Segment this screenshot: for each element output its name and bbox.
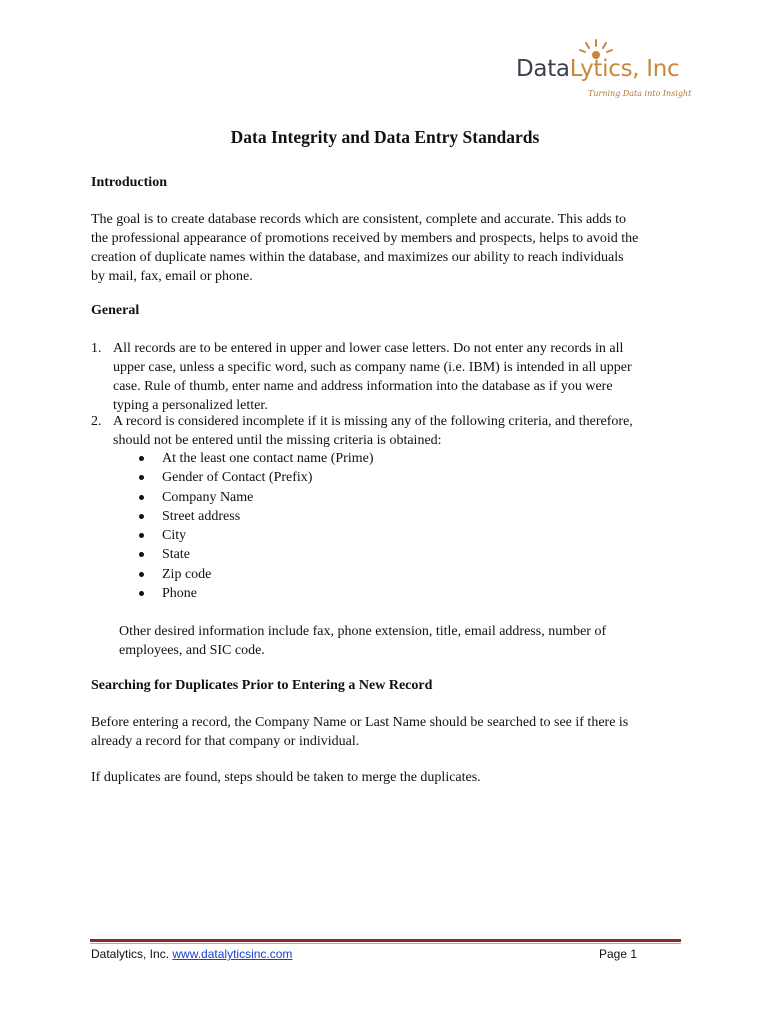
intro-line: by mail, fax, email or phone. <box>91 269 253 284</box>
other-line: Other desired information include fax, phone extension, title, email address, number of <box>119 624 607 639</box>
criteria-label: State <box>162 547 190 563</box>
logo-wordmark <box>516 56 679 82</box>
list-item <box>137 584 373 603</box>
list-item-number: 2. <box>91 414 102 429</box>
list-item <box>113 339 685 415</box>
list-item-line: A record is considered incomplete if it is missing any of the following criteria, and therefore, <box>113 414 633 429</box>
footer-website-link[interactable]: www.datalyticsinc.com <box>172 947 293 961</box>
duplicates-paragraph <box>91 713 691 751</box>
heading-duplicates: Searching for Duplicates Prior to Entering a New Record <box>91 678 433 693</box>
intro-line: the professional appearance of promotions received by members and prospects, helps to avoid the <box>91 231 639 246</box>
list-item <box>137 449 373 468</box>
introduction-paragraph <box>91 210 691 286</box>
list-item-number: 1. <box>91 341 102 356</box>
list-item <box>137 507 373 526</box>
list-item-line: upper case, unless a specific word, such as company name (i.e. IBM) is intended in all upper <box>113 360 632 375</box>
company-logo <box>512 46 692 102</box>
heading-general: General <box>91 303 140 318</box>
merge-paragraph: If duplicates are found, steps should be taken to merge the duplicates. <box>91 770 481 785</box>
logo-tagline: Turning Data into Insight <box>588 89 692 98</box>
bullet-icon <box>139 514 144 519</box>
other-line: employees, and SIC code. <box>119 643 265 658</box>
footer-divider <box>90 939 681 942</box>
footer-divider-thin <box>90 943 681 944</box>
logo-name-part1: Data <box>516 56 570 82</box>
criteria-label: Zip code <box>162 566 212 582</box>
criteria-label: Gender of Contact (Prefix) <box>162 470 313 486</box>
list-item <box>137 468 373 487</box>
bullet-icon <box>139 495 144 500</box>
list-item <box>137 565 373 584</box>
bullet-icon <box>139 456 144 461</box>
duplicates-line: Before entering a record, the Company Name or Last Name should be searched to see if there is <box>91 715 629 730</box>
list-item-line: should not be entered until the missing criteria is obtained: <box>113 433 442 448</box>
list-item <box>137 526 373 545</box>
logo-name-part2: Lytics, Inc <box>569 56 680 82</box>
bullet-icon <box>139 475 144 480</box>
list-item <box>137 545 373 564</box>
intro-line: creation of duplicate names within the database, and maximizes our ability to reach individuals <box>91 250 624 265</box>
intro-line: The goal is to create database records which are consistent, complete and accurate. This adds to <box>91 212 627 227</box>
document-title: Data Integrity and Data Entry Standards <box>230 127 540 147</box>
bullet-icon <box>139 591 144 596</box>
other-information-paragraph <box>119 622 679 660</box>
bullet-icon <box>139 572 144 577</box>
footer-company-name: Datalytics, Inc. <box>91 947 170 961</box>
footer-company <box>91 947 292 961</box>
footer-page-number: Page 1 <box>599 947 638 961</box>
list-item <box>113 412 685 450</box>
bullet-icon <box>139 533 144 538</box>
bullet-icon <box>139 552 144 557</box>
heading-introduction: Introduction <box>91 175 167 190</box>
criteria-label: City <box>162 528 187 544</box>
list-item-line: case. Rule of thumb, enter name and address information into the database as if you were <box>113 379 613 394</box>
required-criteria-list <box>137 449 373 603</box>
criteria-label: Phone <box>162 586 197 602</box>
criteria-label: Street address <box>162 508 241 524</box>
criteria-label: Company Name <box>162 489 254 505</box>
criteria-label: At the least one contact name (Prime) <box>162 451 374 466</box>
list-item-line: All records are to be entered in upper and lower case letters. Do not enter any records in all <box>113 341 624 356</box>
duplicates-line: already a record for that company or individual. <box>91 734 360 749</box>
list-item <box>137 488 373 507</box>
list-item-line: typing a personalized letter. <box>113 398 268 413</box>
